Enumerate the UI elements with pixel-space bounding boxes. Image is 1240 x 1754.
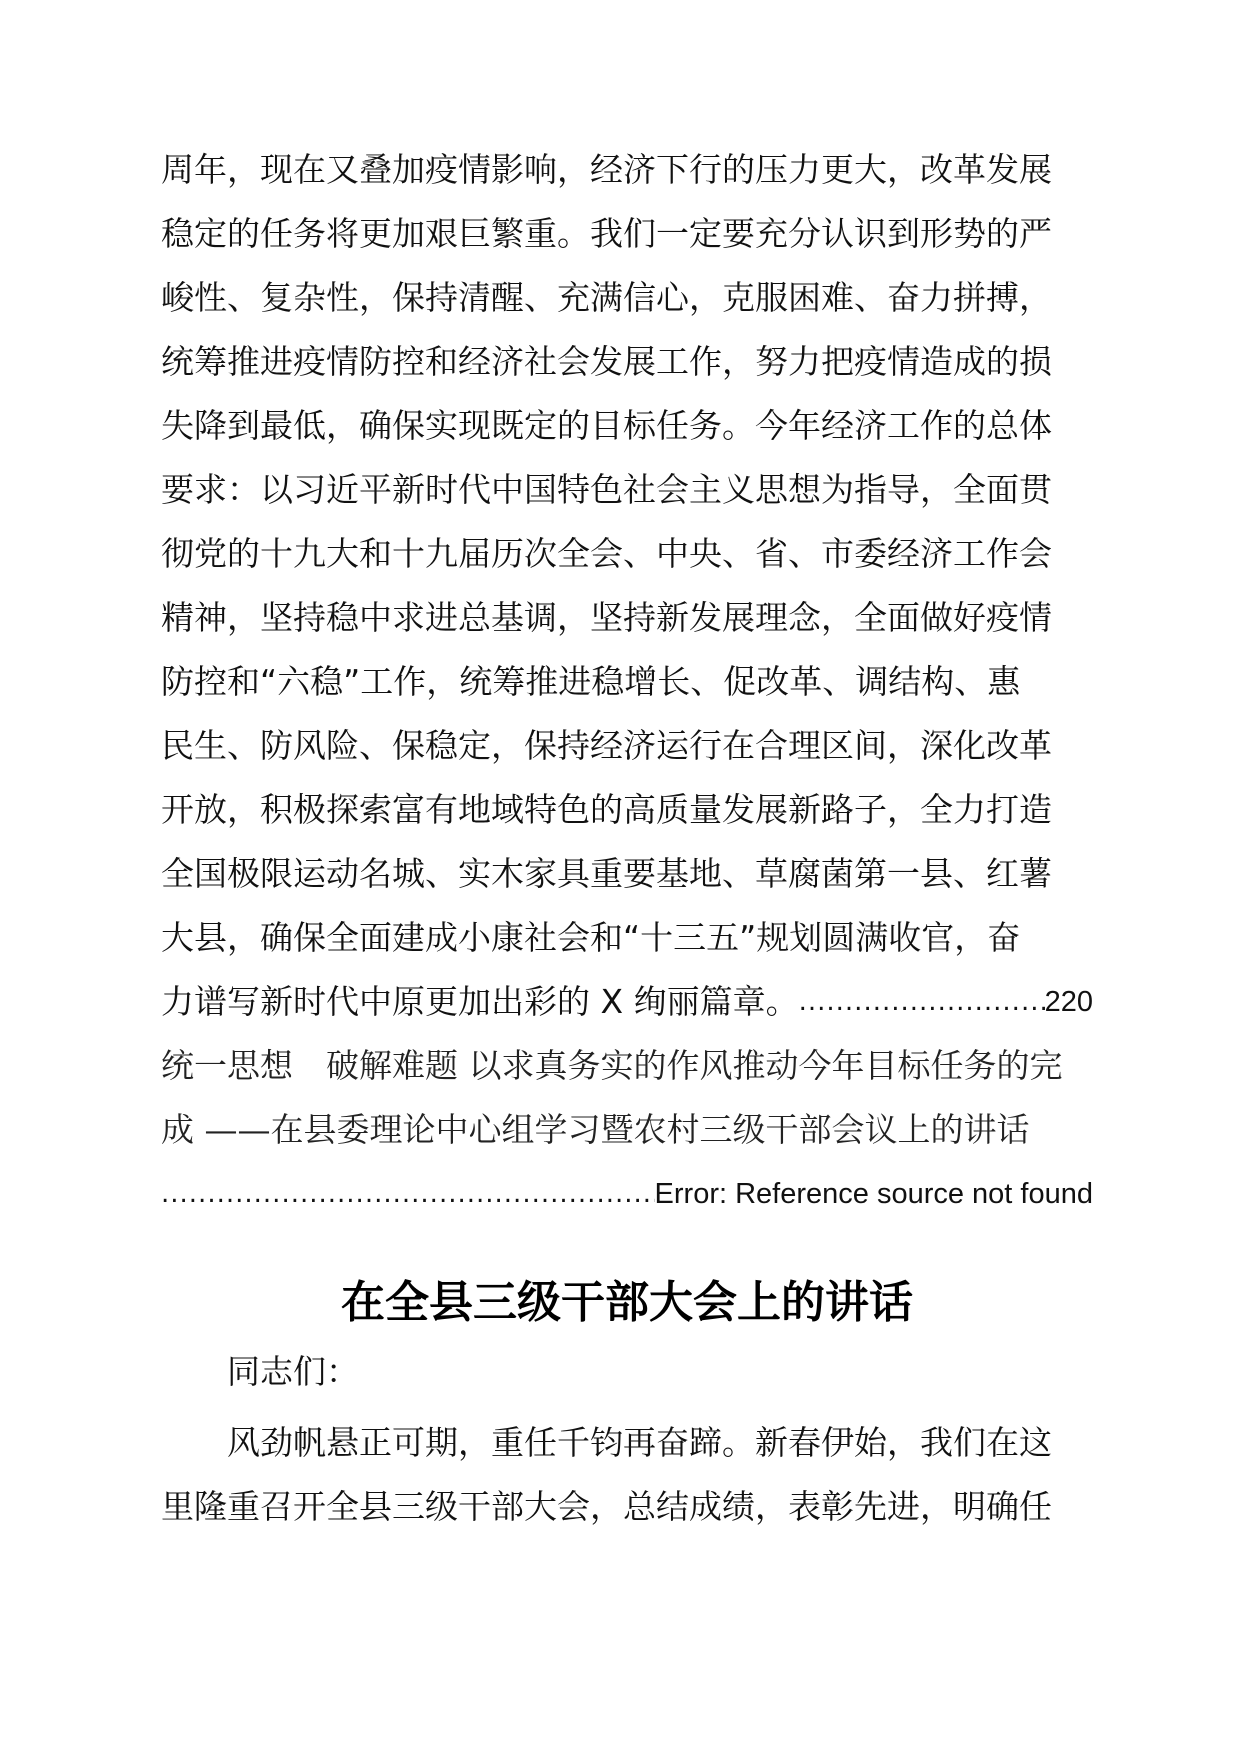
- toc-entry-text: 力谱写新时代中原更加出彩的 X 绚丽篇章。: [161, 982, 799, 1021]
- toc-entry-line[interactable]: 成 ——在县委理论中心组学习暨农村三级干部会议上的讲话: [161, 1110, 1030, 1149]
- toc-paragraph-line: 统筹推进疫情防控和经济社会发展工作，努力把疫情造成的损: [161, 342, 1052, 381]
- speech-greeting: 同志们：: [227, 1352, 359, 1391]
- toc-paragraph-line: 防控和“六稳”工作，统筹推进稳增长、促改革、调结构、惠: [161, 662, 1021, 701]
- toc-paragraph-line: 稳定的任务将更加艰巨繁重。我们一定要充分认识到形势的严: [161, 214, 1052, 253]
- toc-page-number: 220: [1044, 986, 1093, 1018]
- toc-paragraph-line: 大县，确保全面建成小康社会和“十三五”规划圆满收官，奋: [161, 918, 1021, 957]
- toc-paragraph-line: 失降到最低，确保实现既定的目标任务。今年经济工作的总体: [161, 406, 1052, 445]
- speech-body-line: 风劲帆悬正可期，重任千钧再奋蹄。新春伊始，我们在这: [227, 1423, 1052, 1462]
- speech-body-line: 里隆重召开全县三级干部大会，总结成绩，表彰先进，明确任: [161, 1487, 1052, 1526]
- toc-leader-dots: [799, 970, 1045, 1034]
- toc-entry-line[interactable]: 统一思想 破解难题 以求真务实的作风推动今年目标任务的完: [161, 1046, 1063, 1085]
- toc-entry-reference[interactable]: [161, 1162, 1093, 1226]
- toc-leader-dots: [161, 1162, 655, 1226]
- toc-entry-paragraph[interactable]: [161, 970, 1093, 1034]
- toc-paragraph-line: 彻党的十九大和十九届历次全会、中央、省、市委经济工作会: [161, 534, 1052, 573]
- toc-paragraph-line: 峻性、复杂性，保持清醒、充满信心，克服困难、奋力拼搏，: [161, 278, 1052, 317]
- toc-paragraph-line: 要求：以习近平新时代中国特色社会主义思想为指导，全面贯: [161, 470, 1052, 509]
- speech-title: 在全县三级干部大会上的讲话: [341, 1277, 913, 1328]
- toc-paragraph-line: 全国极限运动名城、实木家具重要基地、草腐菌第一县、红薯: [161, 854, 1052, 893]
- toc-reference-error: Error: Reference source not found: [654, 1178, 1093, 1210]
- toc-paragraph-line: 开放，积极探索富有地域特色的高质量发展新路子，全力打造: [161, 790, 1052, 829]
- toc-paragraph-line: 精神，坚持稳中求进总基调，坚持新发展理念，全面做好疫情: [161, 598, 1052, 637]
- toc-paragraph-line: 周年，现在又叠加疫情影响，经济下行的压力更大，改革发展: [161, 150, 1052, 189]
- toc-paragraph-line: 民生、防风险、保稳定，保持经济运行在合理区间，深化改革: [161, 726, 1052, 765]
